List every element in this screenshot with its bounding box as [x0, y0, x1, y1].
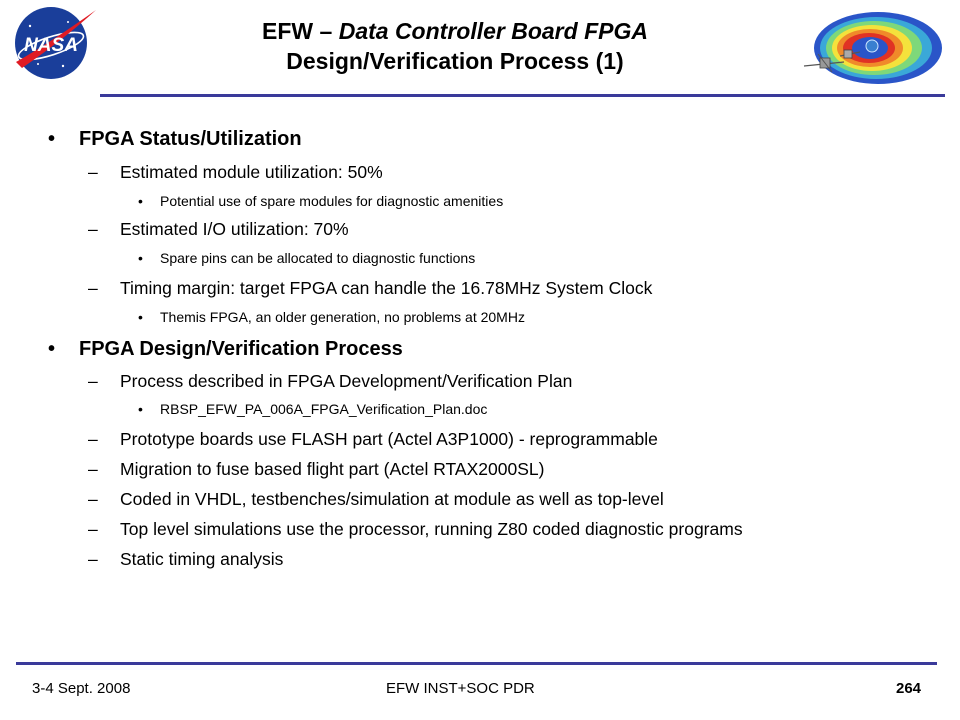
nasa-logo-icon: [8, 4, 98, 82]
footer-date: 3-4 Sept. 2008: [32, 680, 131, 697]
slide: NASA EFW – Data Controller Board FPGA Design/Verification Process (1) • FPGA Status/Utilization – Estimated module utilization: 50% • Potential use of spare modules for diagnostic amenities – Estimated I/O utilization: 70% • Spare pins can be allocated to diagnostic functions – Timing margin: target FPGA can handle the 16.78MHz System Clock • Themis FPGA, an older generation, no problems at 20MHz • FPGA Design/Verification Process – Process described in FPGA Development/Verification Plan • RBSP_EFW_PA_006A_FPGA_Verification_Plan.doc – Prototype boards use FLASH part (Actel A3P1000) - reprogrammable – Migration to fuse based flight part (Actel RTAX2000SL) – Coded in VHDL, testbenches/simulation at module as well as top-level – Top level simulations use the processor, running Z80 coded diagnostic programs – Static timing analysis 3-4 Sept. 2008 EFW INST+SOC PDR 264: [0, 0, 960, 720]
page-number: 264: [896, 680, 922, 697]
nasa-logo-text: NASA: [24, 35, 78, 56]
footer-title: EFW INST+SOC PDR: [386, 680, 535, 697]
title-line-2: Design/Verification Process (1): [286, 48, 624, 74]
title-line-1: EFW – Data Controller Board FPGA: [262, 18, 648, 44]
radiation-belts-icon: [800, 6, 950, 92]
footer-rule: [16, 662, 937, 665]
title-rule: [100, 94, 945, 97]
slide-title: [150, 16, 760, 76]
